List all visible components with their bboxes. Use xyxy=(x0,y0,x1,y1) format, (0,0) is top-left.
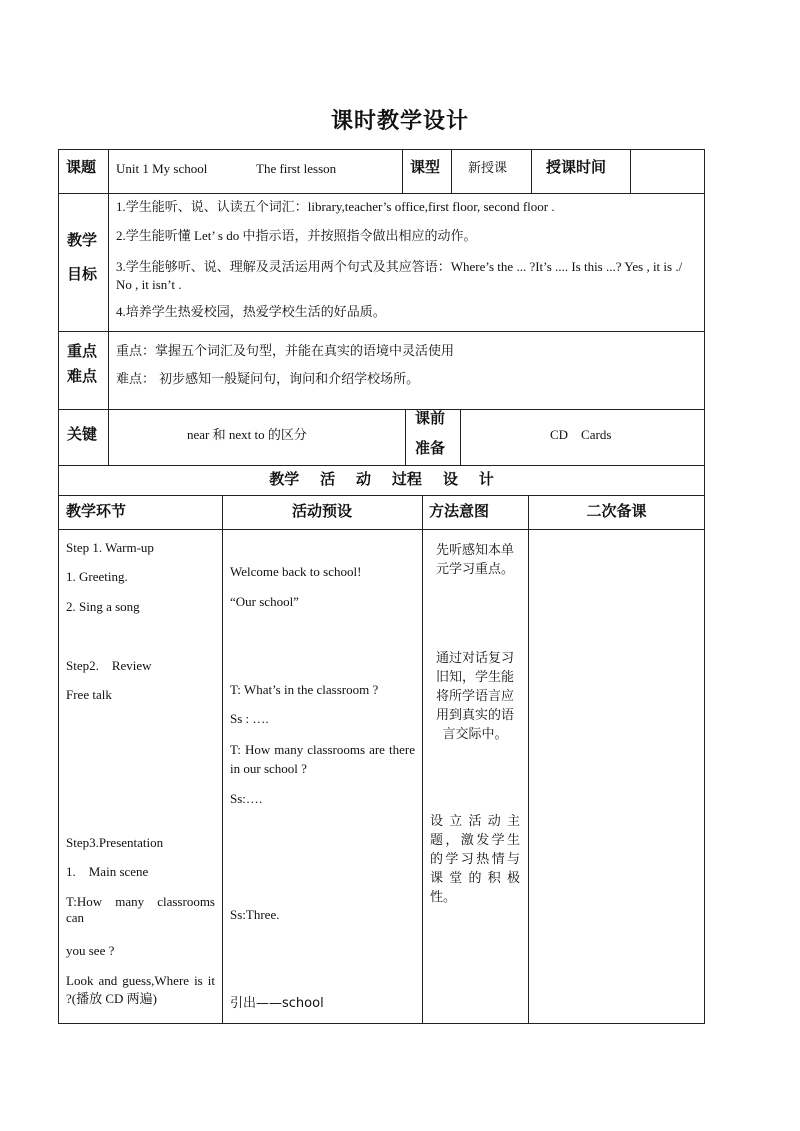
goal-item-3: 3.学生能够听、说、理解及灵活运用两个句式及其应答语：Where’s the ... ?It’s .... Is this ...? Yes , it is ./ No , it isn’t . xyxy=(116,259,683,292)
activity-item: T: What’s in the classroom ? xyxy=(230,682,379,697)
col-header-activities: 活动预设 xyxy=(291,502,352,520)
activity-item: T: How many classrooms are there in our school ? xyxy=(230,742,415,776)
step-item: Step3.Presentation xyxy=(66,835,164,850)
prep-label-2: 准备 xyxy=(415,439,446,457)
document-title: 课时教学设计 xyxy=(330,109,469,134)
step-item: Step 1. Warm-up xyxy=(66,540,154,555)
prep-value: CD Cards xyxy=(550,427,612,442)
type-label: 课型 xyxy=(410,158,441,176)
key-point-text: 重点：掌握五个词汇及句型，并能在真实的语境中灵活使用 xyxy=(116,344,455,359)
process-title: 教学 活 动 过程 设 计 xyxy=(269,470,494,488)
difficult-point-text: 难点： 初步感知一般疑问句，询问和介绍学校场所。 xyxy=(116,372,420,387)
topic-label: 课题 xyxy=(66,158,97,176)
goal-item-2: 2.学生能听懂 Let’ s do 中指示语，并按照指令做出相应的动作。 xyxy=(116,228,477,243)
col-header-methods: 方法意图 xyxy=(429,502,490,520)
second-prep-cell[interactable] xyxy=(536,540,696,1010)
goal-item-4: 4.培养学生热爱校园，热爱学校生活的好品质。 xyxy=(116,304,386,319)
keypoints-label-1: 重点 xyxy=(67,342,98,360)
col-header-second-prep: 二次备课 xyxy=(586,502,647,520)
key-label: 关键 xyxy=(67,425,98,443)
method-item: 先听感知本单元学习重点。 xyxy=(435,543,514,577)
prep-label-1: 课前 xyxy=(415,409,446,427)
step-item: Free talk xyxy=(66,687,112,702)
goals-label-2: 目标 xyxy=(67,265,98,283)
activity-item: Ss:…. xyxy=(230,791,263,806)
key-value: near 和 next to 的区分 xyxy=(187,427,307,442)
goal-item-1: 1.学生能听、说、认读五个词汇：library,teacher’s office,first floor, second floor . xyxy=(116,199,555,214)
step-item: 1. Greeting. xyxy=(66,569,128,584)
method-item: 通过对话复习旧知，学生能将所学语言应用到真实的语言交际中。 xyxy=(435,651,514,742)
activity-item: Ss : …. xyxy=(230,711,269,726)
keypoints-label-2: 难点 xyxy=(67,367,98,385)
type-value: 新授课 xyxy=(468,161,508,176)
step-item: Look and guess,Where is it ?(播放 CD 两遍) xyxy=(66,973,215,1006)
col-header-steps: 教学环节 xyxy=(66,502,127,520)
step-item: 2. Sing a song xyxy=(66,599,140,614)
activity-item: 引出——school xyxy=(230,996,324,1011)
topic-value: Unit 1 My school xyxy=(116,161,208,176)
time-label: 授课时间 xyxy=(546,158,607,176)
step-item: T:How many classrooms can xyxy=(66,894,215,925)
activity-item: Ss:Three. xyxy=(230,907,280,922)
step-item: you see ? xyxy=(66,943,115,958)
activity-item: “Our school” xyxy=(230,594,299,609)
method-item: 设立活动主题，激发学生的学习热情与课堂的积极性。 xyxy=(430,814,520,905)
step-item: 1. Main scene xyxy=(66,864,149,879)
lesson-value: The first lesson xyxy=(256,161,337,176)
step-item: Step2. Review xyxy=(66,658,152,673)
activity-item: Welcome back to school! xyxy=(230,564,362,579)
goals-label-1: 教学 xyxy=(67,231,98,249)
